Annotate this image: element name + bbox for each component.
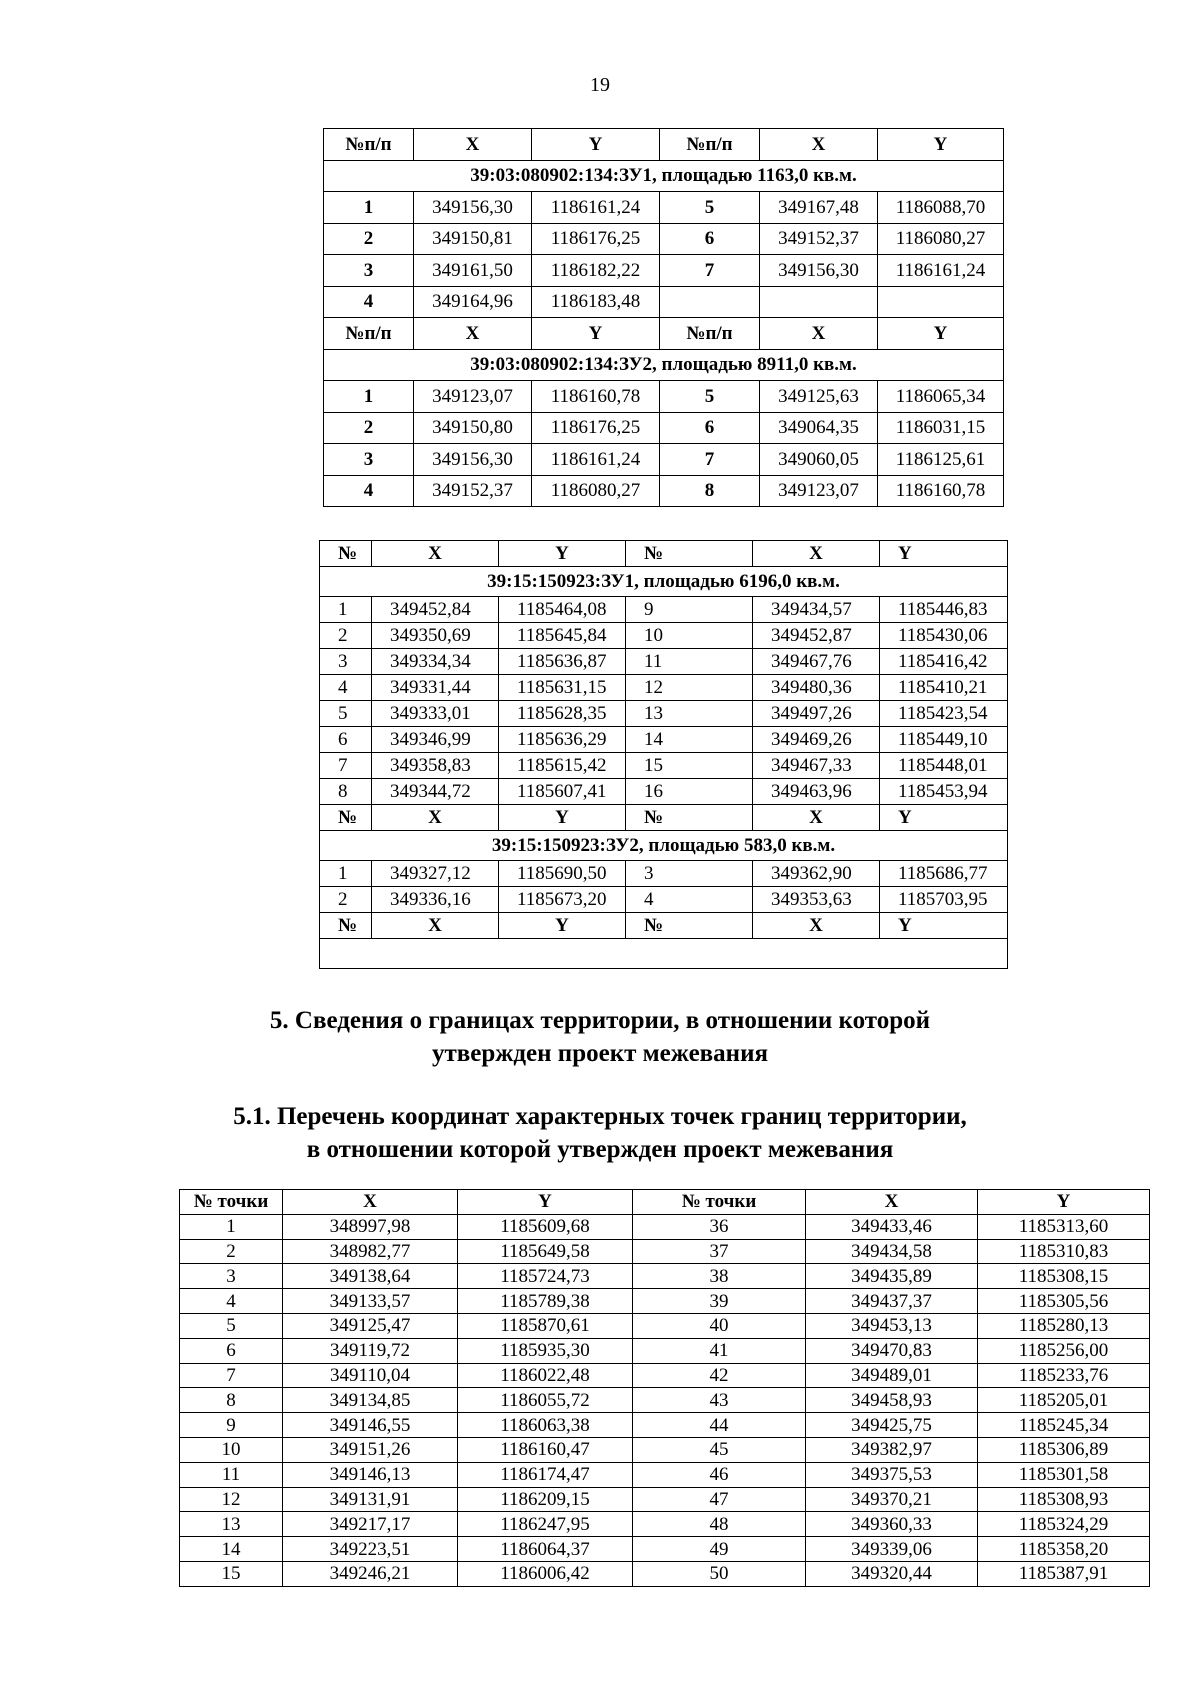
table-cell: 3 (324, 255, 414, 287)
parcel-title: 39:15:150923:ЗУ1, площадью 6196,0 кв.м. (320, 567, 1008, 597)
table-cell: 11 (626, 649, 753, 675)
table-cell: 349435,89 (806, 1264, 978, 1289)
table-cell: 1186088,70 (878, 192, 1004, 224)
table-header-row (324, 129, 1004, 161)
table-row (180, 1289, 1150, 1314)
table-cell: 349489,01 (806, 1363, 978, 1388)
table-cell: 349344,72 (372, 779, 499, 805)
table-cell: 349353,63 (753, 887, 880, 913)
table-cell: 349358,83 (372, 753, 499, 779)
table-cell: 1185446,83 (880, 597, 1008, 623)
table-row (324, 381, 1004, 413)
table-cell: 5 (320, 701, 372, 727)
table-cell: 349434,57 (753, 597, 880, 623)
table-cell: 37 (633, 1239, 806, 1264)
table-cell: 1185645,84 (499, 623, 626, 649)
table-cell (878, 286, 1004, 318)
parcel-title: 39:03:080902:134:ЗУ1, площадью 1163,0 кв.м. (324, 160, 1004, 192)
section-5-heading-line-1: 5. Сведения о границах территории, в отношении которой (269, 1007, 931, 1034)
table-cell: 1185310,83 (978, 1239, 1150, 1264)
table-cell: 1186183,48 (532, 286, 660, 318)
table-cell: 1185313,60 (978, 1214, 1150, 1239)
table-cell: 39 (633, 1289, 806, 1314)
table-cell: 49 (633, 1537, 806, 1562)
table-cell: 40 (633, 1313, 806, 1338)
table-cell: 3 (320, 649, 372, 675)
table-cell: 1185724,73 (458, 1264, 633, 1289)
table-cell: 1186031,15 (878, 412, 1004, 444)
table-cell: 50 (633, 1561, 806, 1586)
table-cell: 1185649,58 (458, 1239, 633, 1264)
column-header: X (283, 1190, 458, 1215)
table-row (324, 223, 1004, 255)
table-cell: 349433,46 (806, 1214, 978, 1239)
column-header: X (372, 913, 499, 939)
table-cell: 1186125,61 (878, 444, 1004, 476)
table-cell: 44 (633, 1413, 806, 1438)
table-cell: 1186006,42 (458, 1561, 633, 1586)
table-cell: 1185686,77 (880, 861, 1008, 887)
table-cell: 2 (320, 887, 372, 913)
table-row (180, 1537, 1150, 1562)
table-cell: 1 (180, 1214, 283, 1239)
table-header-row (320, 913, 1008, 939)
column-header: Y (880, 913, 1008, 939)
table-header-row (320, 541, 1008, 567)
table-cell: 1185245,34 (978, 1413, 1150, 1438)
table-cell: 1186055,72 (458, 1388, 633, 1413)
table-cell: 1185233,76 (978, 1363, 1150, 1388)
table-cell: 38 (633, 1264, 806, 1289)
coordinates-table-150923 (319, 540, 1008, 969)
table-cell: 1185430,06 (880, 623, 1008, 649)
table-cell: 349125,47 (283, 1313, 458, 1338)
column-header: Y (880, 541, 1008, 567)
table-cell: 42 (633, 1363, 806, 1388)
table-cell: 349497,26 (753, 701, 880, 727)
table-cell: 4 (320, 675, 372, 701)
table-cell: 8 (180, 1388, 283, 1413)
page-number: 19 (590, 74, 610, 96)
table-cell: 1185280,13 (978, 1313, 1150, 1338)
table-cell: 1186080,27 (532, 475, 660, 507)
column-header: X (372, 541, 499, 567)
table-cell: 349452,87 (753, 623, 880, 649)
table-cell: 6 (660, 412, 760, 444)
table-cell: 1186161,24 (878, 255, 1004, 287)
table-row (324, 255, 1004, 287)
table-row (320, 597, 1008, 623)
table-row (180, 1313, 1150, 1338)
table-cell: 1186064,37 (458, 1537, 633, 1562)
table-cell: 349469,26 (753, 727, 880, 753)
table-cell: 6 (660, 223, 760, 255)
table-cell: 1185464,08 (499, 597, 626, 623)
table-cell: 349467,76 (753, 649, 880, 675)
table-cell: 1185256,00 (978, 1338, 1150, 1363)
column-header: X (760, 129, 878, 161)
table-cell: 349138,64 (283, 1264, 458, 1289)
table-row (320, 779, 1008, 805)
table-cell: 349060,05 (760, 444, 878, 476)
table-cell: 348982,77 (283, 1239, 458, 1264)
table-cell: 11 (180, 1462, 283, 1487)
table-cell: 349320,44 (806, 1561, 978, 1586)
table-cell: 349110,04 (283, 1363, 458, 1388)
section-title-row (324, 160, 1004, 192)
table-cell: 1186063,38 (458, 1413, 633, 1438)
table-cell: 15 (626, 753, 753, 779)
table-cell: 1186080,27 (878, 223, 1004, 255)
table-cell: 1185453,94 (880, 779, 1008, 805)
table-cell: 41 (633, 1338, 806, 1363)
column-header: № (626, 913, 753, 939)
table-cell: 45 (633, 1437, 806, 1462)
table-cell: 349161,50 (414, 255, 532, 287)
table-row (320, 623, 1008, 649)
table-cell: 349131,91 (283, 1487, 458, 1512)
table-row (180, 1239, 1150, 1264)
table-row (324, 475, 1004, 507)
table-cell: 4 (180, 1289, 283, 1314)
table-cell: 4 (324, 286, 414, 318)
table-cell: 1185410,21 (880, 675, 1008, 701)
table-cell: 1185789,38 (458, 1289, 633, 1314)
table-cell: 7 (660, 444, 760, 476)
table-cell: 1186209,15 (458, 1487, 633, 1512)
section-title-row (324, 349, 1004, 381)
column-header: № точки (180, 1190, 283, 1215)
table-cell: 14 (626, 727, 753, 753)
coordinates-table-080902 (323, 128, 1004, 507)
table-cell: 349375,53 (806, 1462, 978, 1487)
column-header: Y (978, 1190, 1150, 1215)
table-cell: 349125,63 (760, 381, 878, 413)
table-cell: 1185358,20 (978, 1537, 1150, 1562)
table-cell: 47 (633, 1487, 806, 1512)
table-cell: 1185306,89 (978, 1437, 1150, 1462)
table-cell: 349370,21 (806, 1487, 978, 1512)
table-cell: 1 (324, 192, 414, 224)
table-cell: 5 (180, 1313, 283, 1338)
column-header: № точки (633, 1190, 806, 1215)
table-row (180, 1512, 1150, 1537)
table-row (180, 1214, 1150, 1239)
table-cell: 1185308,93 (978, 1487, 1150, 1512)
section-5-heading (0, 1004, 1200, 1070)
table-cell: 8 (660, 475, 760, 507)
table-row (324, 286, 1004, 318)
column-header: X (806, 1190, 978, 1215)
table-cell: 1185628,35 (499, 701, 626, 727)
table-cell: 2 (324, 412, 414, 444)
table2-body (320, 541, 1008, 969)
column-header: № (626, 541, 753, 567)
table-cell: 16 (626, 779, 753, 805)
table-header-row (324, 318, 1004, 350)
table-cell: 348997,98 (283, 1214, 458, 1239)
column-header: Y (532, 129, 660, 161)
column-header: X (414, 318, 532, 350)
parcel-title: 39:03:080902:134:ЗУ2, площадью 8911,0 кв.м. (324, 349, 1004, 381)
table-cell: 1185423,54 (880, 701, 1008, 727)
table-cell: 349360,33 (806, 1512, 978, 1537)
table-cell: 349334,34 (372, 649, 499, 675)
table-cell: 1185935,30 (458, 1338, 633, 1363)
table-cell: 12 (626, 675, 753, 701)
table-cell: 349223,51 (283, 1537, 458, 1562)
table-row (320, 675, 1008, 701)
table-row (180, 1561, 1150, 1586)
column-header: X (753, 805, 880, 831)
table-header-row (180, 1190, 1150, 1215)
column-header: X (753, 541, 880, 567)
column-header: Y (532, 318, 660, 350)
table-cell: 1186176,25 (532, 412, 660, 444)
table3-body (180, 1190, 1150, 1587)
table-cell: 7 (180, 1363, 283, 1388)
table-cell: 4 (626, 887, 753, 913)
column-header: №п/п (660, 318, 760, 350)
table-cell: 349133,57 (283, 1289, 458, 1314)
table-cell: 1185205,01 (978, 1388, 1150, 1413)
table-row (324, 412, 1004, 444)
table-cell: 1186161,24 (532, 444, 660, 476)
table-cell: 1186176,25 (532, 223, 660, 255)
table-cell: 7 (320, 753, 372, 779)
table-cell: 349339,06 (806, 1537, 978, 1562)
column-header: №п/п (660, 129, 760, 161)
table-cell: 349333,01 (372, 701, 499, 727)
table-cell: 1186160,47 (458, 1437, 633, 1462)
empty-cell (320, 939, 1008, 969)
section-5-1-heading (0, 1100, 1200, 1166)
section-title-row (320, 831, 1008, 861)
table-cell: 8 (320, 779, 372, 805)
table-cell: 349150,81 (414, 223, 532, 255)
table-cell: 5 (660, 192, 760, 224)
table-cell: 3 (324, 444, 414, 476)
table-row (320, 861, 1008, 887)
table-cell: 349458,93 (806, 1388, 978, 1413)
table-cell: 1185609,68 (458, 1214, 633, 1239)
table-cell: 2 (324, 223, 414, 255)
table-cell: 349437,37 (806, 1289, 978, 1314)
table-row (320, 649, 1008, 675)
table-cell: 1185308,15 (978, 1264, 1150, 1289)
table-cell: 349327,12 (372, 861, 499, 887)
table-cell: 1185449,10 (880, 727, 1008, 753)
table-cell: 1 (324, 381, 414, 413)
table-cell: 1186065,34 (878, 381, 1004, 413)
table-cell: 349064,35 (760, 412, 878, 444)
table-cell: 349123,07 (414, 381, 532, 413)
table-row (180, 1363, 1150, 1388)
table-cell: 349156,30 (414, 192, 532, 224)
table-cell: 1186160,78 (532, 381, 660, 413)
table-cell: 349336,16 (372, 887, 499, 913)
table-cell: 349167,48 (760, 192, 878, 224)
table-cell: 1186022,48 (458, 1363, 633, 1388)
table-cell: 349463,96 (753, 779, 880, 805)
table-cell: 9 (626, 597, 753, 623)
column-header: X (372, 805, 499, 831)
table-cell: 13 (180, 1512, 283, 1537)
table-cell: 2 (180, 1239, 283, 1264)
table-cell: 1186160,78 (878, 475, 1004, 507)
table-cell: 349123,07 (760, 475, 878, 507)
table-row (320, 887, 1008, 913)
table-cell: 2 (320, 623, 372, 649)
table-cell: 1185673,20 (499, 887, 626, 913)
table-cell: 349470,83 (806, 1338, 978, 1363)
table-cell: 349156,30 (760, 255, 878, 287)
table-cell: 349146,13 (283, 1462, 458, 1487)
section-5-heading-line-2: утвержден проект межевания (432, 1040, 768, 1067)
table-cell: 349425,75 (806, 1413, 978, 1438)
column-header: Y (878, 318, 1004, 350)
table-cell: 349452,84 (372, 597, 499, 623)
table-cell: 349151,26 (283, 1437, 458, 1462)
table-cell: 5 (660, 381, 760, 413)
table-cell: 15 (180, 1561, 283, 1586)
table-cell: 9 (180, 1413, 283, 1438)
table-row (320, 753, 1008, 779)
table-cell: 349434,58 (806, 1239, 978, 1264)
table-cell: 1185690,50 (499, 861, 626, 887)
empty-row (320, 939, 1008, 969)
table-header-row (320, 805, 1008, 831)
table-cell: 349480,36 (753, 675, 880, 701)
table-cell: 12 (180, 1487, 283, 1512)
table-cell: 349382,97 (806, 1437, 978, 1462)
table-cell: 1185387,91 (978, 1561, 1150, 1586)
table-cell: 349331,44 (372, 675, 499, 701)
table-cell: 349362,90 (753, 861, 880, 887)
column-header: №п/п (324, 318, 414, 350)
table-cell: 1185607,41 (499, 779, 626, 805)
column-header: X (414, 129, 532, 161)
table-cell: 1186182,22 (532, 255, 660, 287)
section-title-row (320, 567, 1008, 597)
table-cell: 4 (324, 475, 414, 507)
table-cell: 349350,69 (372, 623, 499, 649)
table-row (180, 1487, 1150, 1512)
table-cell: 1 (320, 861, 372, 887)
table-cell: 349453,13 (806, 1313, 978, 1338)
section-5-1-heading-line-1: 5.1. Перечень координат характерных точек границ территории, (233, 1103, 967, 1130)
table-cell: 349119,72 (283, 1338, 458, 1363)
table-cell: 48 (633, 1512, 806, 1537)
table-row (180, 1338, 1150, 1363)
section-5-1-heading-line-2: в отношении которой утвержден проект межевания (306, 1136, 894, 1163)
table-row (320, 701, 1008, 727)
table-row (180, 1462, 1150, 1487)
table-cell: 1185301,58 (978, 1462, 1150, 1487)
table-cell: 349156,30 (414, 444, 532, 476)
table-cell: 1185870,61 (458, 1313, 633, 1338)
table-cell: 349152,37 (760, 223, 878, 255)
table-cell: 1185448,01 (880, 753, 1008, 779)
table-row (180, 1437, 1150, 1462)
table-cell: 13 (626, 701, 753, 727)
table-cell: 349467,33 (753, 753, 880, 779)
table-cell: 3 (626, 861, 753, 887)
table-cell: 349134,85 (283, 1388, 458, 1413)
table-cell: 1185636,29 (499, 727, 626, 753)
table-cell: 6 (320, 727, 372, 753)
table-cell: 1186161,24 (532, 192, 660, 224)
table-cell: 36 (633, 1214, 806, 1239)
column-header: X (760, 318, 878, 350)
table-cell: 10 (180, 1437, 283, 1462)
table-cell: 1185324,29 (978, 1512, 1150, 1537)
table-cell: 1185416,42 (880, 649, 1008, 675)
table-cell: 14 (180, 1537, 283, 1562)
table-cell: 1 (320, 597, 372, 623)
column-header: X (753, 913, 880, 939)
table-cell: 3 (180, 1264, 283, 1289)
column-header: №п/п (324, 129, 414, 161)
table-cell: 43 (633, 1388, 806, 1413)
table-row (324, 444, 1004, 476)
table-cell: 1186247,95 (458, 1512, 633, 1537)
table-cell: 349150,80 (414, 412, 532, 444)
table-row (320, 727, 1008, 753)
table-row (180, 1413, 1150, 1438)
column-header: Y (880, 805, 1008, 831)
table-cell (660, 286, 760, 318)
table1-body (324, 129, 1004, 507)
table-row (180, 1388, 1150, 1413)
column-header: Y (458, 1190, 633, 1215)
territory-boundary-points-table (179, 1189, 1150, 1587)
column-header: Y (499, 913, 626, 939)
column-header: № (626, 805, 753, 831)
table-cell: 1185615,42 (499, 753, 626, 779)
table-row (180, 1264, 1150, 1289)
table-cell: 6 (180, 1338, 283, 1363)
column-header: № (320, 913, 372, 939)
table-cell: 349346,99 (372, 727, 499, 753)
table-cell: 1185636,87 (499, 649, 626, 675)
table-cell: 1186174,47 (458, 1462, 633, 1487)
table-cell: 349217,17 (283, 1512, 458, 1537)
column-header: Y (499, 805, 626, 831)
table-cell: 349152,37 (414, 475, 532, 507)
table-cell: 1185305,56 (978, 1289, 1150, 1314)
column-header: № (320, 541, 372, 567)
table-cell: 10 (626, 623, 753, 649)
table-cell: 349146,55 (283, 1413, 458, 1438)
table-cell: 349246,21 (283, 1561, 458, 1586)
parcel-title: 39:15:150923:ЗУ2, площадью 583,0 кв.м. (320, 831, 1008, 861)
table-cell: 349164,96 (414, 286, 532, 318)
table-cell (760, 286, 878, 318)
column-header: Y (499, 541, 626, 567)
table-cell: 1185703,95 (880, 887, 1008, 913)
table-cell: 1185631,15 (499, 675, 626, 701)
table-row (324, 192, 1004, 224)
table-cell: 7 (660, 255, 760, 287)
table-cell: 46 (633, 1462, 806, 1487)
column-header: № (320, 805, 372, 831)
column-header: Y (878, 129, 1004, 161)
